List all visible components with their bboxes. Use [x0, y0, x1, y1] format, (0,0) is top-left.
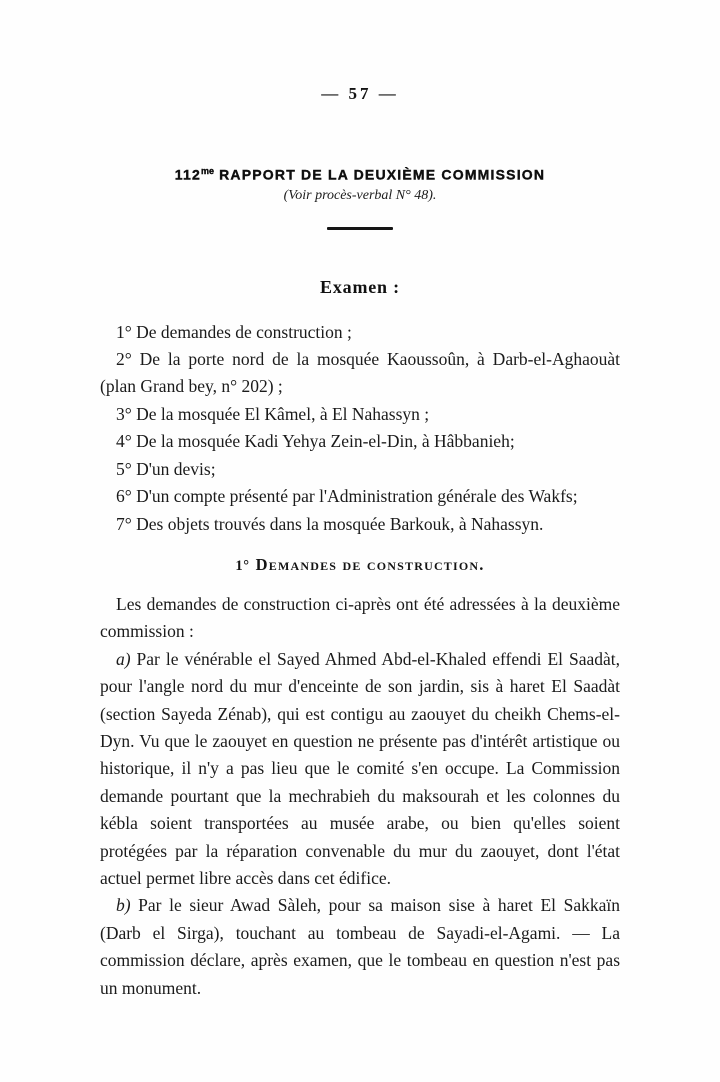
paragraph-a: [100, 646, 620, 893]
report-title: [100, 166, 620, 183]
paragraph-a-marker: a): [116, 648, 131, 669]
examen-item: 3° De la mosquée El Kâmel, à El Nahassyn ;: [116, 403, 430, 424]
section-heading-number: 1°: [235, 557, 250, 574]
report-title-number: 112: [174, 166, 201, 183]
section-body: [100, 591, 620, 1002]
paragraph-b-text: Par le sieur Awad Sàleh, pour sa maison sise à haret El Sakkaïn (Darb el Sirga), touchant au tombeau de Sayadi-el-Agami. — La commission déclare, après examen, que le tombeau en question n'est pas un monument.: [100, 895, 620, 998]
examen-item: 1° De demandes de construction ;: [116, 321, 352, 342]
examen-heading: Examen :: [320, 276, 400, 297]
examen-item-list: [100, 319, 620, 538]
paragraph-a-text: Par le vénérable el Sayed Ahmed Abd-el-Khaled effendi El Saadàt, pour l'angle nord du mur d'enceinte de son jardin, sis à haret El Saadàt (section Sayeda Zénab), qui est contigu au zaouyet du cheikh Chems-el-Dyn. Vu que le zaouyet en question ne présente pas d'intérêt artistique ou historique, il n'y a pas lieu que le comité s'en occupe. La Commission demande pourtant que la mechrabieh du maksourah et les colonnes du kébla soient transportées au musée arabe, ou bien qu'elles soient protégées par la réparation convenable du mur du zaouyet, dont l'état actuel permet libre accès dans cet édifice.: [100, 648, 620, 888]
section-heading: [100, 551, 620, 580]
examen-item: 4° De la mosquée Kadi Yehya Zein-el-Din, à Hâbbanieh;: [116, 431, 515, 452]
examen-item: 2° De la porte nord de la mosquée Kaoussoûn, à Darb-el-Aghaouàt (plan Grand bey, n° 202) ;: [100, 349, 620, 397]
examen-item: 6° D'un compte présenté par l'Administration générale des Wakfs;: [116, 486, 578, 507]
report-title-text: RAPPORT DE LA DEUXIÈME COMMISSION: [219, 166, 546, 183]
divider-rule: [327, 227, 393, 230]
report-subtitle: (Voir procès-verbal N° 48).: [283, 187, 437, 203]
intro-paragraph: Les demandes de construction ci-après ont été adressées à la deuxième commission :: [100, 593, 620, 642]
report-title-ordinal: me: [200, 166, 214, 176]
section-heading-text: Demandes de construction.: [255, 554, 485, 574]
paragraph-b-marker: b): [116, 895, 131, 916]
examen-item: 7° Des objets trouvés dans la mosquée Barkouk, à Nahassyn.: [116, 513, 544, 534]
paragraph-b: [100, 892, 620, 1002]
page-number: — 57 —: [321, 84, 399, 103]
examen-item: 5° D'un devis;: [116, 458, 216, 479]
